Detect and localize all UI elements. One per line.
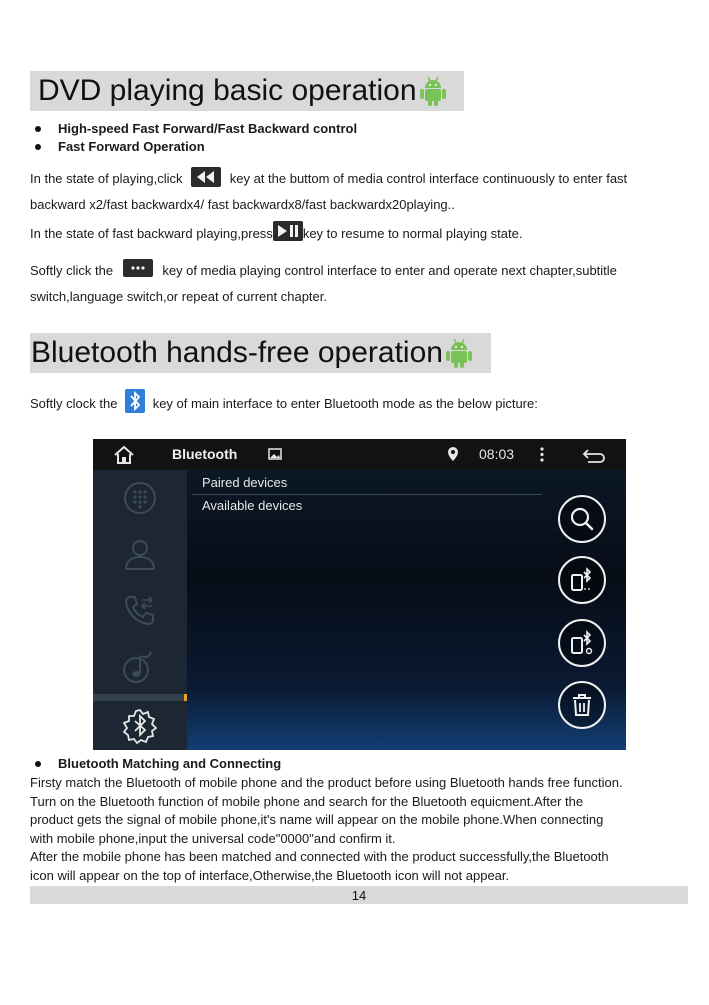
bullet-dot <box>35 144 41 150</box>
location-pin-icon <box>447 446 459 462</box>
bullet-dot <box>35 126 41 132</box>
body-line: After the mobile phone has been matched and connected with the product successfully,the Bluetooth <box>30 849 609 864</box>
music-icon <box>123 648 157 684</box>
more-options-key-icon <box>123 259 153 277</box>
bluetooth-gear-icon <box>121 707 159 745</box>
paragraph-text: switch,language switch,or repeat of current chapter. <box>30 289 327 304</box>
body-line: Turn on the Bluetooth function of mobile phone and search for the Bluetooth equicment.After the <box>30 793 584 809</box>
dvd-heading-text: DVD playing basic operation <box>38 74 417 107</box>
nav-music[interactable] <box>93 638 187 694</box>
home-icon[interactable] <box>113 445 135 465</box>
list-item-label: Paired devices <box>202 475 288 490</box>
paragraph-text: backward x2/fast backwardx4/ fast backwardx8/fast backwardx20playing.. <box>30 197 455 212</box>
body-line: with mobile phone,input the universal code"0000"and confirm it. <box>30 830 396 846</box>
nav-bluetooth-settings[interactable] <box>93 701 187 750</box>
dvd-bullet-2 <box>30 139 205 154</box>
screen-title: Bluetooth <box>172 446 238 462</box>
disconnect-phone-button[interactable] <box>558 619 606 667</box>
bullet-dot <box>35 761 41 767</box>
bluetooth-key-icon <box>125 389 145 413</box>
dvd-paragraph-3 <box>30 258 695 310</box>
call-log-icon <box>122 592 158 628</box>
phone-bluetooth-unlink-icon <box>569 630 595 656</box>
page-footer <box>30 886 688 904</box>
page-number: 14 <box>351 887 367 903</box>
delete-device-button[interactable] <box>558 681 606 729</box>
bullet-text: Fast Forward Operation <box>58 139 205 154</box>
paragraph-text: Softly click the <box>30 263 114 278</box>
clock-time: 08:03 <box>479 446 515 462</box>
android-icon <box>419 75 447 107</box>
body-line: icon will appear on the top of interface,Otherwise,the Bluetooth icon will not appear. <box>30 867 510 883</box>
bluetooth-paragraph-1 <box>30 391 538 417</box>
bluetooth-screen <box>93 439 626 750</box>
bullet-text: High-speed Fast Forward/Fast Backward control <box>58 121 358 136</box>
matching-body <box>30 774 700 885</box>
bluetooth-section-heading <box>30 333 491 373</box>
connect-phone-button[interactable] <box>558 556 606 604</box>
phone-bluetooth-icon <box>569 567 595 593</box>
list-item-paired-devices[interactable] <box>192 472 542 495</box>
paragraph-text: In the state of playing,click <box>30 171 183 186</box>
body-line: Firsty match the Bluetooth of mobile phone and the product before using Bluetooth hands free function. <box>30 775 623 790</box>
search-devices-button[interactable] <box>558 495 606 543</box>
contacts-icon <box>122 536 158 572</box>
bullet-text: Bluetooth Matching and Connecting <box>58 756 282 771</box>
paragraph-text: Softly clock the <box>30 396 118 411</box>
overflow-menu-icon[interactable] <box>539 446 545 463</box>
list-item-label: Available devices <box>202 498 303 513</box>
matching-bullet <box>30 756 281 771</box>
nav-dialpad[interactable] <box>93 470 187 526</box>
trash-icon <box>570 692 594 718</box>
body-line: product gets the signal of mobile phone,it's name will appear on the mobile phone.When connecting <box>30 812 604 827</box>
paragraph-text: key of main interface to enter Bluetooth mode as the below picture: <box>152 396 538 411</box>
image-icon <box>268 448 282 460</box>
device-list <box>192 472 542 517</box>
dvd-bullet-1 <box>30 121 357 136</box>
paragraph-text: key of media playing control interface to enter and operate next chapter,subtitle <box>162 263 617 278</box>
back-arrow-icon[interactable] <box>582 447 606 463</box>
search-icon <box>569 506 595 532</box>
dvd-section-heading <box>30 71 464 111</box>
fast-backward-key-icon <box>191 167 221 187</box>
nav-contacts[interactable] <box>93 526 187 582</box>
android-icon <box>445 337 473 369</box>
status-bar <box>93 439 626 470</box>
dvd-paragraph-2 <box>30 221 522 247</box>
dvd-paragraph-1 <box>30 166 695 218</box>
list-item-available-devices[interactable] <box>192 495 542 517</box>
nav-call-log[interactable] <box>93 582 187 638</box>
play-pause-key-icon <box>273 221 303 241</box>
dialpad-icon <box>123 481 157 515</box>
paragraph-text: key at the buttom of media control interface continuously to enter fast <box>229 171 628 186</box>
paragraph-text: In the state of fast backward playing,press <box>30 226 273 241</box>
paragraph-text: key to resume to normal playing state. <box>302 226 523 241</box>
bluetooth-heading-text: Bluetooth hands-free operation <box>31 336 443 369</box>
